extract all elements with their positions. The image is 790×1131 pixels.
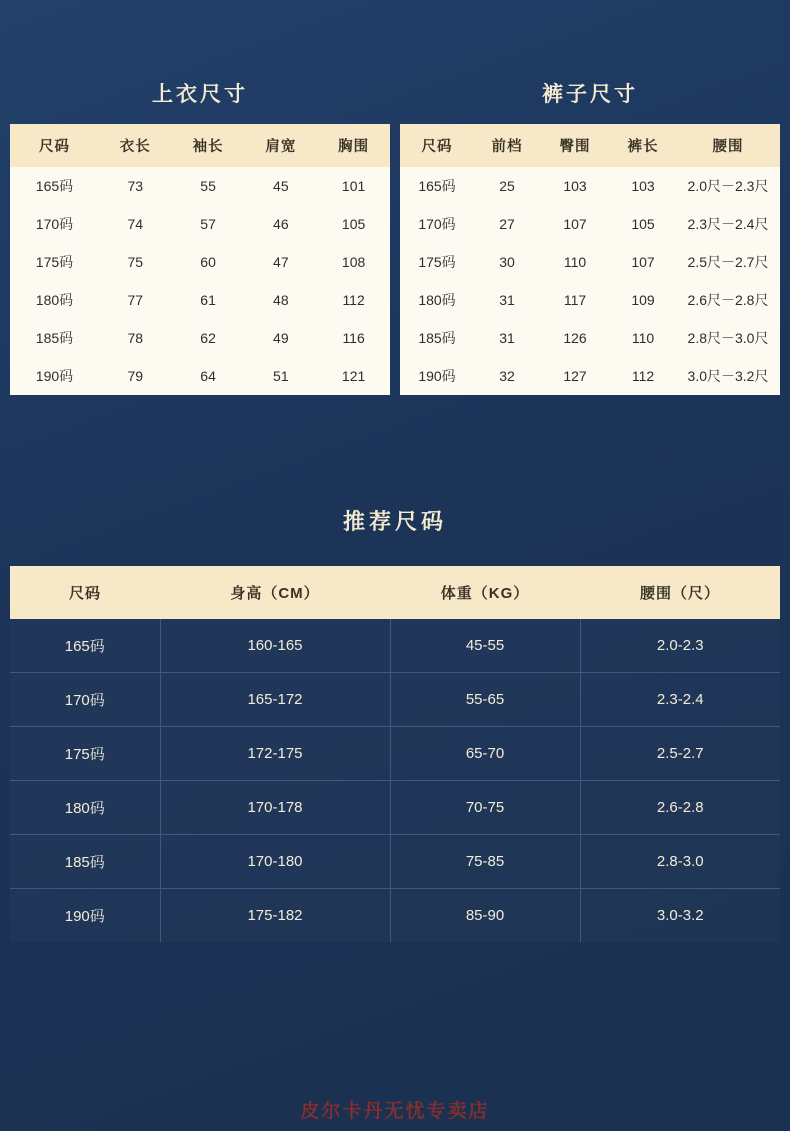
table-header-row (10, 124, 390, 167)
table-row (10, 835, 780, 889)
cell: 110 (631, 330, 655, 346)
pants-table-title: 裤子尺寸 (542, 83, 638, 106)
column-header: 尺码 (400, 124, 474, 167)
cell: 2.8-3.0 (580, 835, 780, 889)
cell: 55-65 (390, 673, 580, 727)
column-header: 腰围（尺） (580, 566, 780, 619)
cell: 31 (499, 292, 515, 308)
cell: 2.5尺－2.7尺 (687, 254, 769, 270)
cell: 2.3尺－2.4尺 (687, 216, 769, 232)
cell: 127 (563, 368, 587, 384)
top-panel-jacket (10, 78, 390, 395)
cell: 85-90 (390, 889, 580, 943)
cell: 165码 (35, 178, 74, 194)
cell: 3.0尺－3.2尺 (687, 368, 769, 384)
table-row (10, 281, 390, 319)
jacket-size-table (10, 124, 390, 395)
column-header: 肩宽 (244, 124, 317, 167)
cell: 175-182 (160, 889, 390, 943)
cell: 75-85 (390, 835, 580, 889)
recommend-size-table (10, 566, 780, 942)
top-tables-row (0, 78, 790, 395)
cell: 45 (273, 178, 289, 194)
cell: 165-172 (160, 673, 390, 727)
cell: 2.8尺－3.0尺 (687, 330, 769, 346)
cell: 65-70 (390, 727, 580, 781)
cell: 170码 (418, 216, 456, 232)
cell: 49 (273, 330, 289, 346)
cell: 180码 (10, 781, 160, 835)
recommend-table-wrap (0, 566, 790, 942)
table-header-row (10, 566, 780, 619)
cell: 180码 (35, 292, 74, 308)
cell: 170-180 (160, 835, 390, 889)
table-row (400, 243, 780, 281)
cell: 61 (200, 292, 216, 308)
column-header: 袖长 (172, 124, 245, 167)
cell: 32 (499, 368, 515, 384)
column-header: 身高（CM） (160, 566, 390, 619)
cell: 190码 (10, 889, 160, 943)
cell: 45-55 (390, 619, 580, 673)
cell: 101 (341, 178, 366, 194)
column-header: 裤长 (610, 124, 676, 167)
table-row (10, 673, 780, 727)
cell: 78 (127, 330, 144, 346)
cell: 107 (563, 216, 587, 232)
cell: 165码 (418, 178, 456, 194)
cell: 25 (499, 178, 515, 194)
cell: 107 (631, 254, 655, 270)
cell: 180码 (418, 292, 456, 308)
cell: 108 (341, 254, 366, 270)
cell: 46 (273, 216, 289, 232)
table-row (10, 889, 780, 943)
cell: 51 (273, 368, 289, 384)
cell: 170码 (35, 216, 74, 232)
cell: 75 (127, 254, 144, 270)
cell: 2.6-2.8 (580, 781, 780, 835)
cell: 2.3-2.4 (580, 673, 780, 727)
pants-size-table (400, 124, 780, 395)
cell: 175码 (418, 254, 456, 270)
cell: 57 (200, 216, 216, 232)
cell: 2.6尺－2.8尺 (687, 292, 769, 308)
table-row (10, 357, 390, 395)
top-panel-pants (400, 78, 780, 395)
cell: 64 (200, 368, 216, 384)
cell: 103 (631, 178, 655, 194)
cell: 105 (631, 216, 655, 232)
cell: 116 (342, 330, 365, 346)
cell: 2.0-2.3 (580, 619, 780, 673)
cell: 3.0-3.2 (656, 907, 704, 924)
column-header: 前档 (474, 124, 540, 167)
table-row (400, 281, 780, 319)
cell: 165码 (10, 619, 160, 673)
cell: 2.0尺－2.3尺 (687, 178, 769, 194)
column-header: 衣长 (99, 124, 172, 167)
column-header: 胸围 (317, 124, 390, 167)
cell: 27 (499, 216, 515, 232)
cell: 30 (499, 254, 515, 270)
cell: 105 (341, 216, 366, 232)
table-row (10, 167, 390, 205)
cell: 2.5-2.7 (580, 727, 780, 781)
table-header-row (400, 124, 780, 167)
table-row (400, 205, 780, 243)
cell: 70-75 (390, 781, 580, 835)
column-header: 体重（KG） (390, 566, 580, 619)
cell: 109 (631, 292, 655, 308)
cell: 110 (563, 254, 587, 270)
cell: 190码 (35, 368, 74, 384)
column-header: 腰围 (676, 124, 780, 167)
cell: 121 (341, 368, 366, 384)
table-row (10, 243, 390, 281)
cell: 103 (563, 178, 587, 194)
cell: 170-178 (160, 781, 390, 835)
column-header: 尺码 (10, 566, 160, 619)
table-row (10, 619, 780, 673)
cell: 48 (273, 292, 289, 308)
cell: 190码 (418, 368, 456, 384)
recommend-title: 推荐尺码 (342, 509, 447, 534)
cell: 160-165 (160, 619, 390, 673)
cell: 31 (499, 330, 515, 346)
table-row (400, 357, 780, 395)
cell: 175码 (10, 727, 160, 781)
size-chart-page (0, 78, 790, 1131)
cell: 175码 (35, 254, 74, 270)
cell: 73 (127, 178, 144, 194)
cell: 60 (200, 254, 216, 270)
cell: 47 (273, 254, 289, 270)
table-row (10, 781, 780, 835)
column-header: 臀围 (540, 124, 610, 167)
shop-watermark: 皮尔卡丹无忧专卖店 (300, 1101, 490, 1122)
cell: 55 (200, 178, 216, 194)
cell: 112 (631, 368, 655, 384)
cell: 170码 (10, 673, 160, 727)
column-header: 尺码 (10, 124, 99, 167)
cell: 112 (342, 292, 365, 308)
cell: 77 (127, 292, 144, 308)
table-row (10, 727, 780, 781)
table-row (10, 319, 390, 357)
jacket-table-title: 上衣尺寸 (152, 83, 248, 106)
cell: 185码 (418, 330, 456, 346)
table-row (400, 167, 780, 205)
cell: 126 (563, 330, 587, 346)
table-row (10, 205, 390, 243)
table-row (400, 319, 780, 357)
cell: 62 (200, 330, 216, 346)
cell: 185码 (35, 330, 74, 346)
cell: 79 (127, 368, 144, 384)
cell: 117 (563, 292, 587, 308)
cell: 185码 (10, 835, 160, 889)
cell: 172-175 (160, 727, 390, 781)
cell: 74 (127, 216, 144, 232)
